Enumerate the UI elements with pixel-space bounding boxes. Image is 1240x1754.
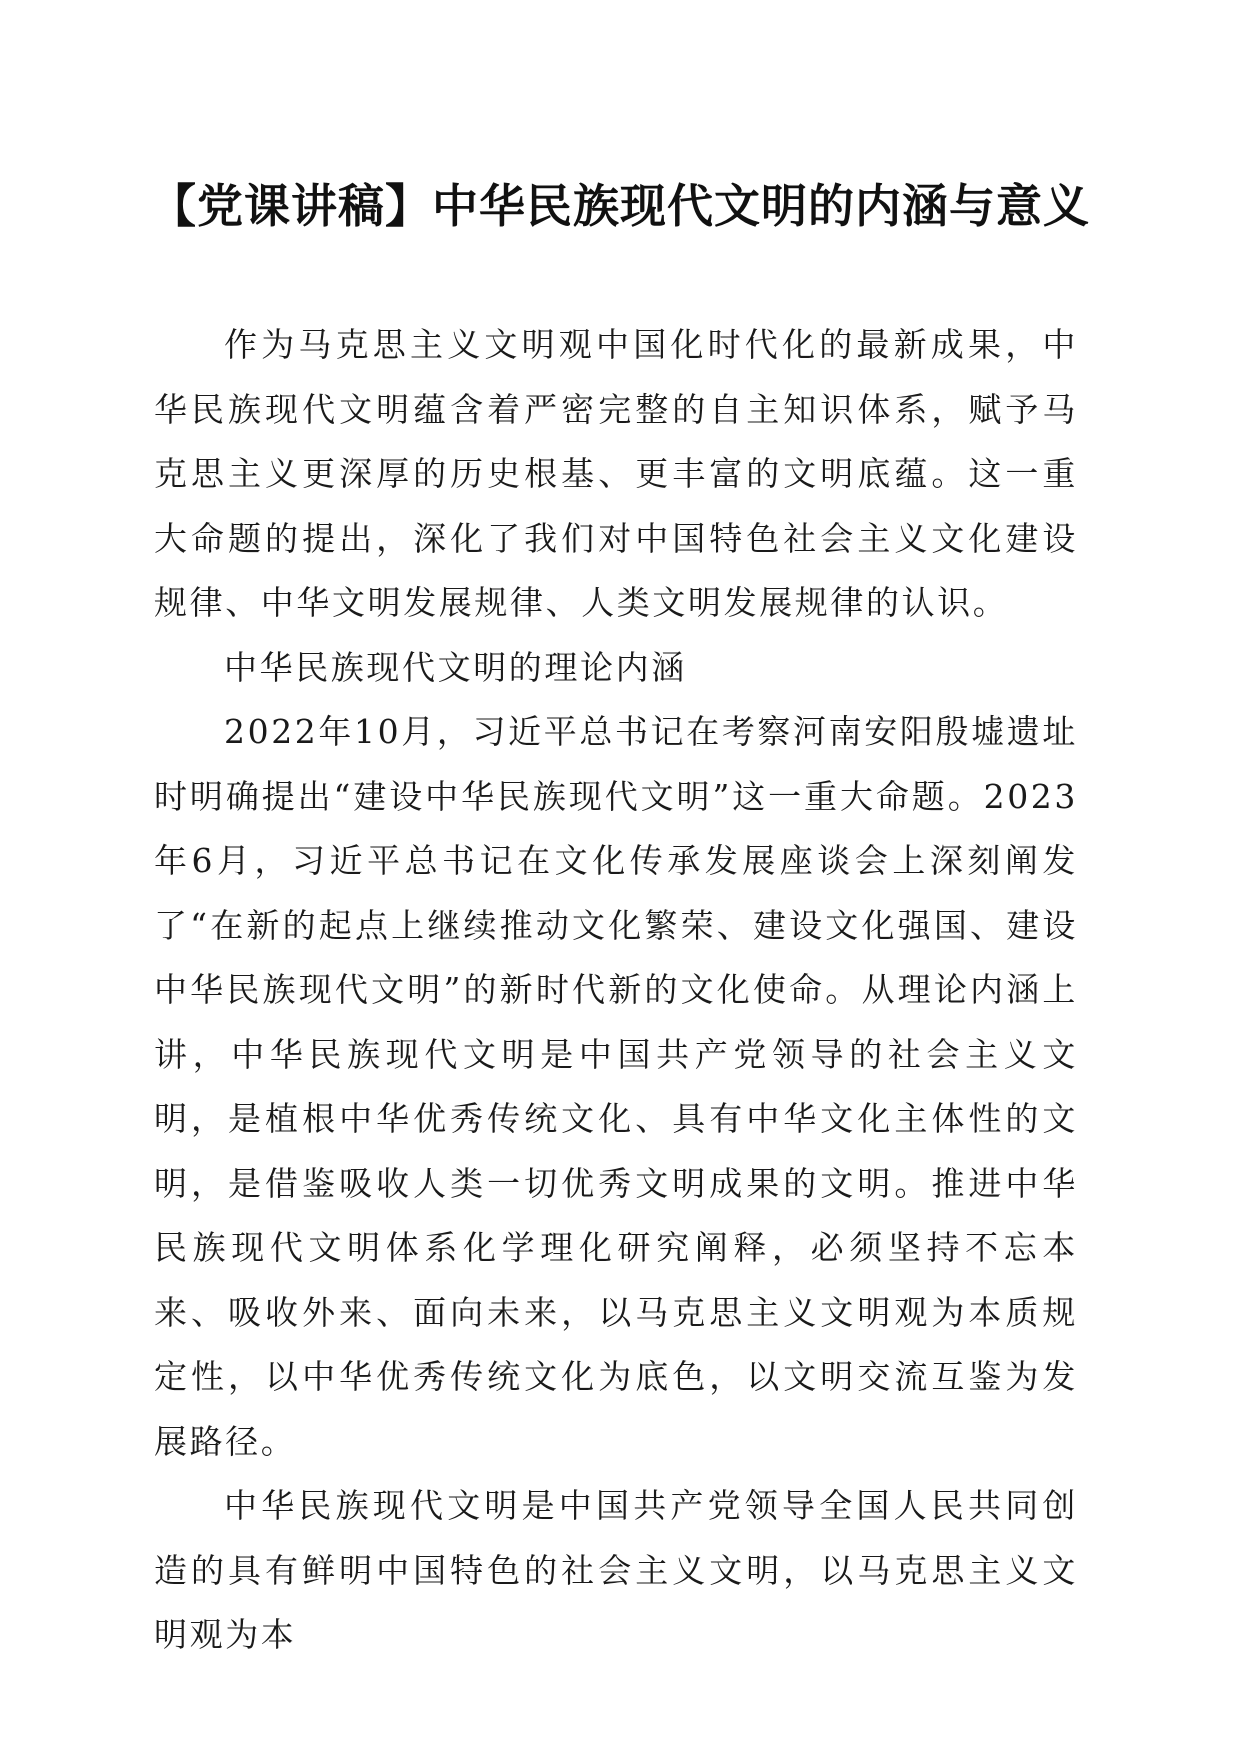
section-heading: 中华民族现代文明的理论内涵 (224, 647, 687, 687)
document-body (154, 313, 1078, 1668)
body-paragraph-theory: 2022年10月，习近平总书记在考察河南安阳殷墟遗址时明确提出“建设中华民族现代文明”这一重大命题。2023年6月，习近平总书记在文化传承发展座谈会上深刻阐发了“在新的起点上继续推动文化繁荣、建设文化强国、建设中华民族现代文明”的新时代新的文化使命。从理论内涵上讲，中华民族现代文明是中国共产党领导的社会主义文明，是植根中华优秀传统文化、具有中华文化主体性的文明，是借鉴吸收人类一切优秀文明成果的文明。推进中华民族现代文明体系化学理化研究阐释，必须坚持不忘本来、吸收外来、面向未来，以马克思主义文明观为本质规定性，以中华优秀传统文化为底色，以文明交流互鉴为发展路径。 (154, 712, 1078, 1461)
document-title: 【党课讲稿】中华民族现代文明的内涵与意义 (150, 179, 1090, 233)
body-paragraph-intro: 作为马克思主义文明观中国化时代化的最新成果，中华民族现代文明蕴含着严密完整的自主知识体系，赋予马克思主义更深厚的历史根基、更丰富的文明底蕴。这一重大命题的提出，深化了我们对中国特色社会主义文化建设规律、中华文明发展规律、人类文明发展规律的认识。 (154, 325, 1078, 622)
body-paragraph-socialist-civilization: 中华民族现代文明是中国共产党领导全国人民共同创造的具有鲜明中国特色的社会主义文明，以马克思主义文明观为本 (154, 1486, 1078, 1654)
